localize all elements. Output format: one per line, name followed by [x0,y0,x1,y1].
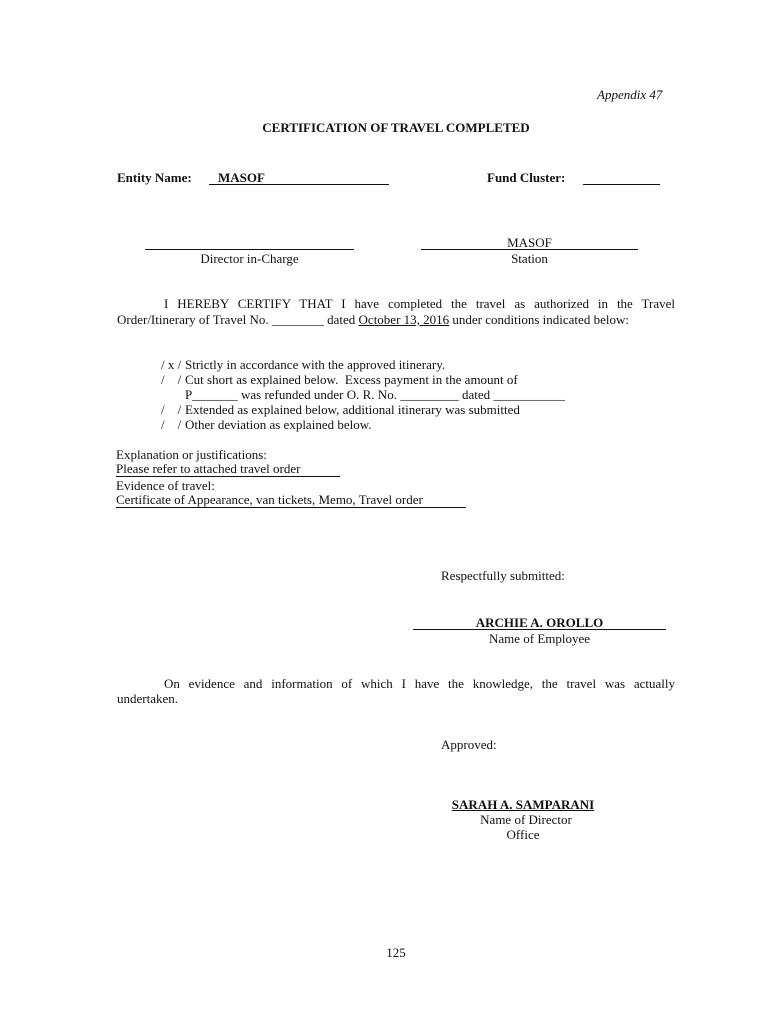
director-signature-line [145,249,354,250]
option-text: Strictly in accordance with the approved itinerary. [185,357,446,372]
option-row [185,387,565,402]
attestation-line-2: undertaken. [117,691,179,706]
page-number: 125 [386,945,406,960]
fund-cluster-label: Fund Cluster: [487,170,566,185]
employee-caption: Name of Employee [488,631,591,646]
office-caption: Office [506,827,540,842]
attestation-line-1: On evidence and information of which I have the knowledge, the travel was actually [164,676,675,691]
certify-line-1: I HEREBY CERTIFY THAT I have completed the travel as authorized in the Travel [164,296,675,311]
certify-line-2 [117,312,629,327]
option-row [161,402,520,417]
employee-name: ARCHIE A. OROLLO [475,615,604,630]
option-mark: / / [161,372,182,387]
option-text: Other deviation as explained below. [185,417,372,432]
option-mark: / / [161,402,182,417]
explanation-value: Please refer to attached travel order [116,462,340,477]
option-mark: / / [161,417,182,432]
document-title: CERTIFICATION OF TRAVEL COMPLETED [262,120,530,135]
option-text: Extended as explained below, additional itinerary was submitted [185,402,520,417]
director-caption: Director in-Charge [200,251,299,266]
option-row [161,357,445,372]
certify-text-a: Order/Itinerary of Travel No. ________ dated [117,312,356,327]
station-value: MASOF [507,235,552,250]
explanation-label: Explanation or justifications: [116,447,267,462]
evidence-label: Evidence of travel: [116,478,215,493]
option-row [161,417,372,432]
travel-date: October 13, 2016 [358,312,450,327]
respectfully-submitted: Respectfully submitted: [441,568,565,583]
station-caption: Station [511,251,548,266]
approved-label: Approved: [441,737,497,752]
evidence-value: Certificate of Appearance, van tickets, Memo, Travel order [116,493,466,508]
appendix-label: Appendix 47 [597,87,663,102]
entity-name-value: MASOF [218,170,265,185]
fund-cluster-line [583,184,660,185]
director-name-caption: Name of Director [480,812,572,827]
option-text: Cut short as explained below. Excess payment in the amount of [185,372,518,387]
option-text: P_______ was refunded under O. R. No. _________ dated ___________ [185,387,565,402]
option-row [161,372,518,387]
entity-name-label: Entity Name: [117,170,192,185]
director-name: SARAH A. SAMPARANI [451,797,595,812]
certify-text-b: under conditions indicated below: [452,312,629,327]
option-mark: / x / [161,357,182,372]
